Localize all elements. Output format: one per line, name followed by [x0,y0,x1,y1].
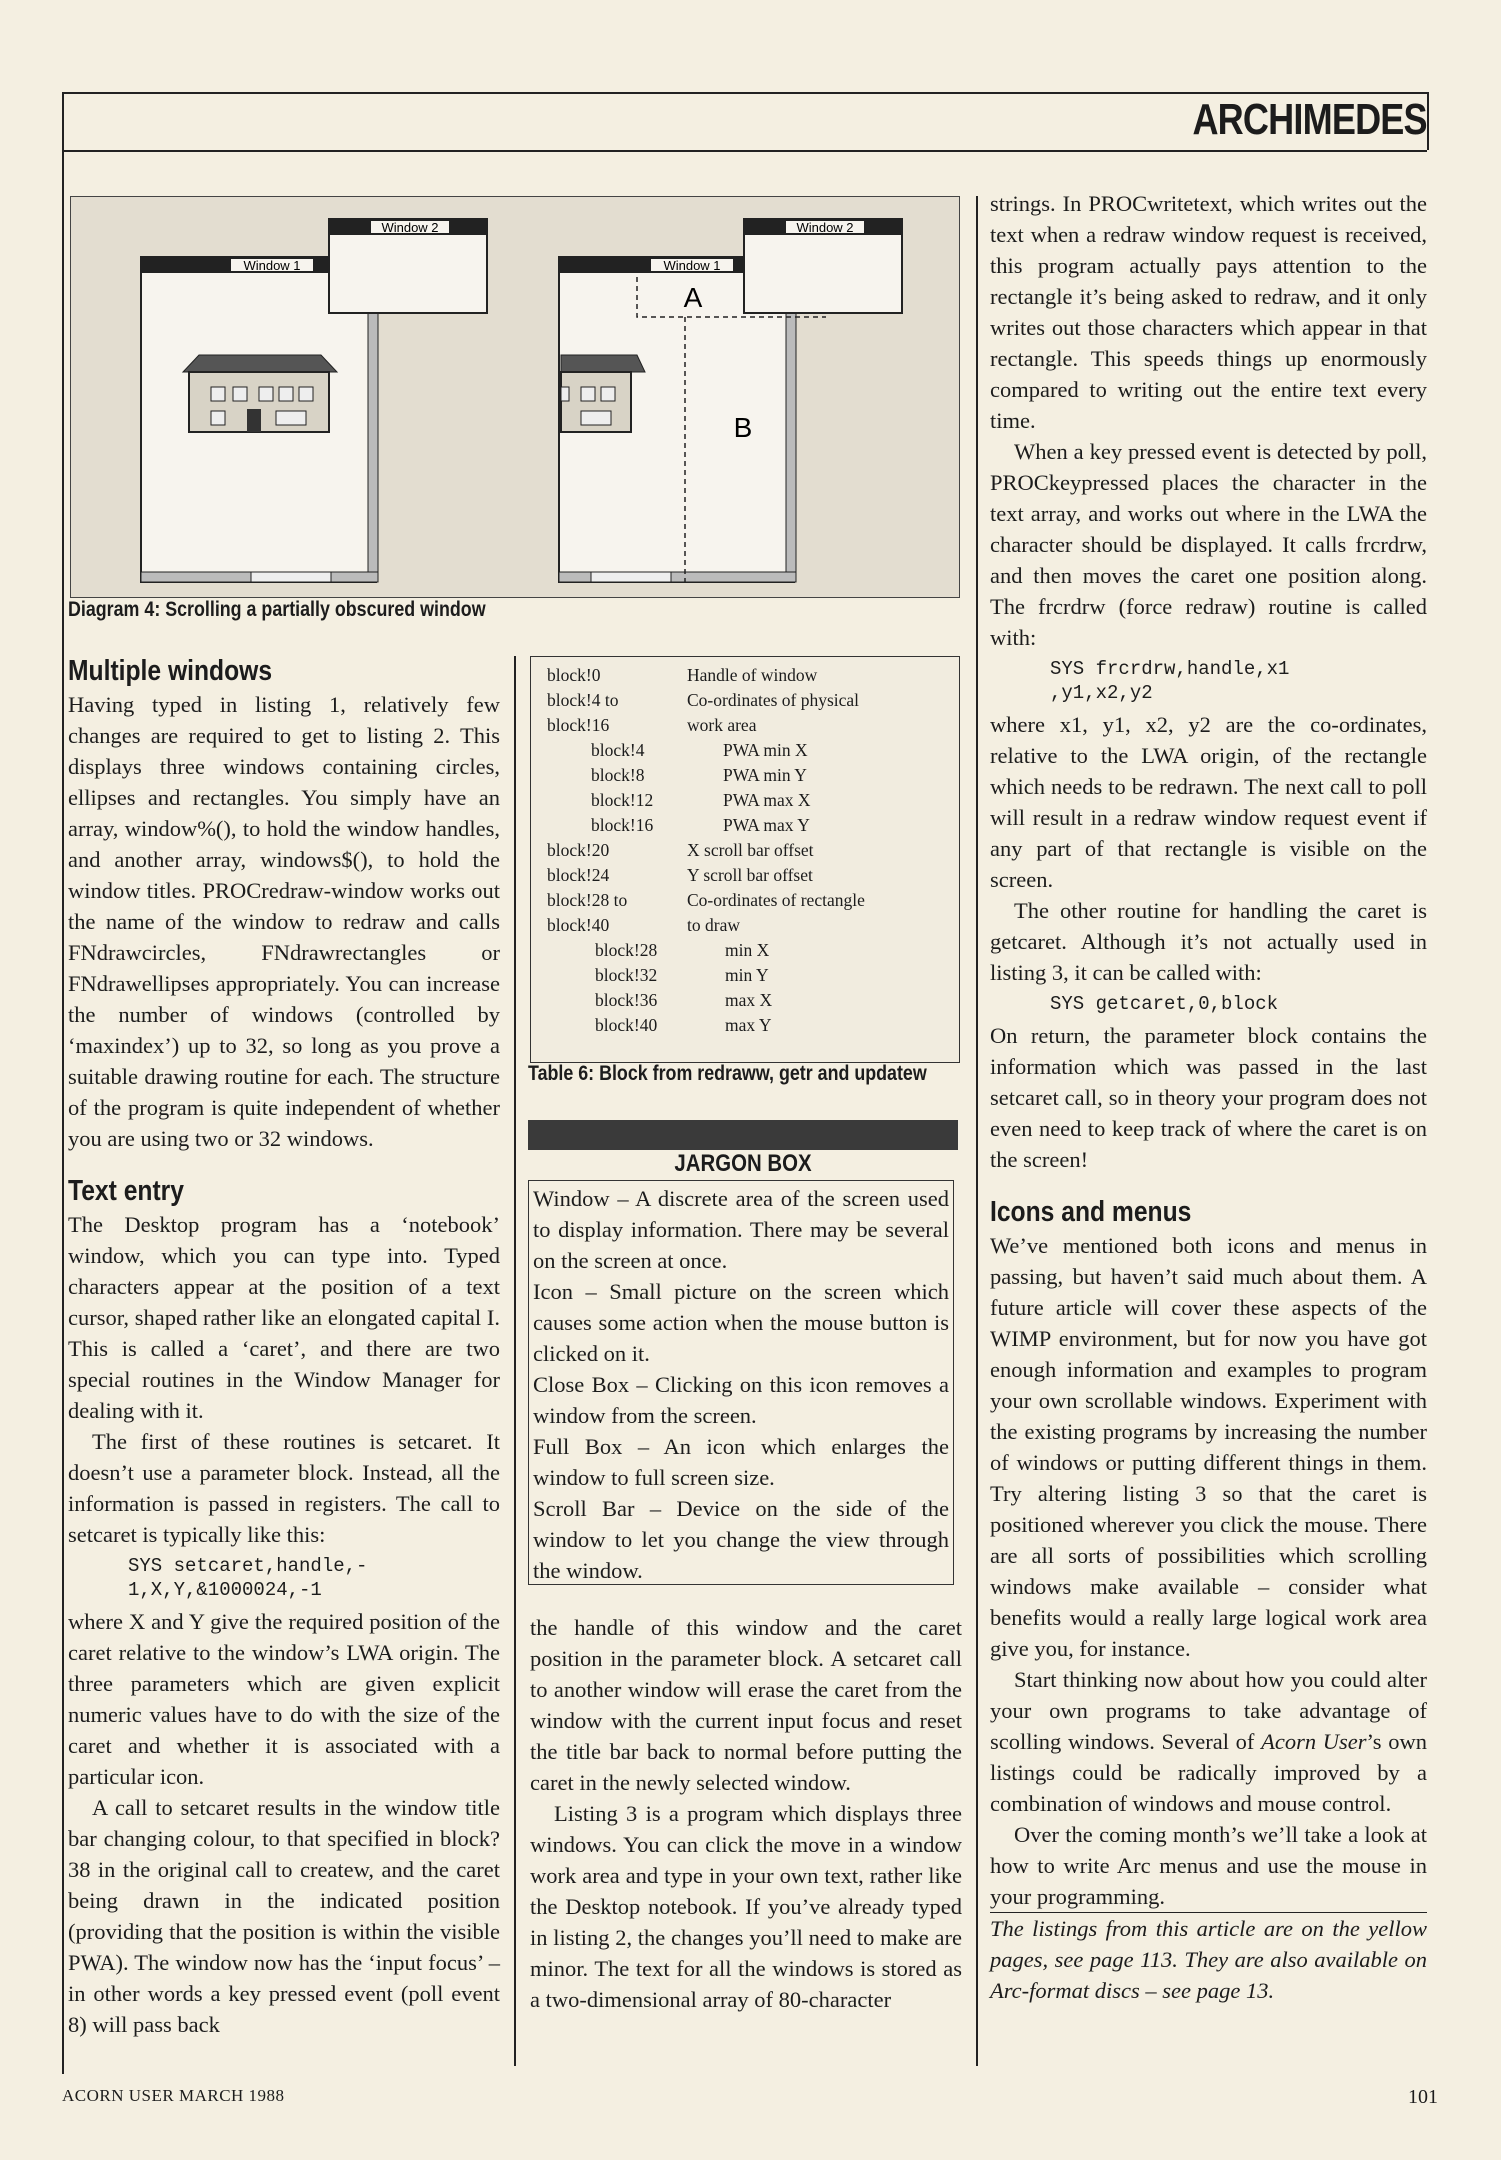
table-row: block!28 [595,940,658,960]
diagram-caption: Diagram 4: Scrolling a partially obscured window [68,598,486,621]
column-1 [68,648,500,2040]
table-row: min X [725,940,770,960]
table-row: block!4 [591,740,645,760]
jargon-entry: Close Box – Clicking on this icon removes a window from the screen. [533,1372,949,1428]
house-roof-right [561,355,645,372]
code-getcaret: SYS getcaret,0,block [1050,993,1279,1015]
scrolling-diagram [71,197,959,597]
para-text2: The first of these routines is setcaret. It doesn’t use a parameter block. Instead, all the information is passed in registers. The call to setcaret is typically like this: [68,1429,500,1547]
table-row: PWA min X [723,740,808,760]
masthead: ARCHIMEDES [1192,95,1427,144]
table-6 [530,656,960,1063]
table-row: block!16 [547,715,610,735]
left-window2-title: Window 2 [381,220,439,235]
code-frcrdrw: SYS frcrdrw,handle,x1 ,y1,x2,y2 [1050,658,1290,704]
table-row: block!24 [547,865,610,885]
table-row: to draw [687,915,740,935]
para-col3-1: strings. In PROCwritetext, which writes out the text when a redraw window request is received, this program actually pays attention to the rectangle it’s being asked to redraw, and it only writes out those characters which appear in that rectangle. This speeds things up enormously compared to writing out the entire text every time. [990,191,1427,433]
right-window2-title: Window 2 [796,220,854,235]
column-rule-1 [514,656,516,2066]
para-col3-9: The listings from this article are on the yellow pages, see page 113. They are also available on Arc-format discs – see page 13. [990,1912,1427,2006]
table-row: Co-ordinates of physical [687,690,860,710]
table-row: block!12 [591,790,654,810]
para-text3: where X and Y give the required position of the caret relative to the window’s LWA origin. The three parameters which are given explicit numeric values have to do with the size of the caret and whether it is associated with a particular icon. [68,1609,500,1789]
table-row: block!40 [595,1015,658,1035]
para-col3-5: On return, the parameter block contains the information which was passed in the last setcaret call, so in theory your program does not even need to keep track of where the caret is on the screen! [990,1023,1427,1172]
para-text4: A call to setcaret results in the window title bar changing colour, to that specified in block?38 in the original call to createw, and the caret being drawn in the indicated position (providing that the position is within the visible PWA). The window now has the ‘input focus’ – in other words a key pressed event (poll event 8) will pass back [68,1795,500,2037]
jargon-entry: Scroll Bar – Device on the side of the window to let you change the view through the window. [533,1496,950,1583]
heading-multiple-windows: Multiple windows [68,655,273,687]
para-col3-6: We’ve mentioned both icons and menus in passing, but haven’t said much about them. A future article will cover these aspects of the WIMP environment, but for now you have got enough information and examples to program your own scrollable windows. Experiment with the existing programs by increasing the number of windows or putting different things in them. Try altering listing 3 so that the caret is positioned wherever you click the mouse. There are all sorts of possibilities which scrolling windows make available – consider what benefits would a really large logical work area give you, for instance. [990,1233,1427,1661]
para-col2-1: the handle of this window and the caret position in the parameter block. A setcaret call to another window will erase the caret from the window with the current input focus and reset the title bar back to normal before putting the caret in the newly selected window. [530,1615,962,1795]
para-col3-8: Over the coming month’s we’ll take a look at how to write Arc menus and use the mouse in your programming. [990,1822,1427,1909]
jargon-title: JARGON BOX [674,1150,812,1177]
para-col3-4: The other routine for handling the caret is getcaret. Although it’s not actually used in listing 3, it can be called with: [990,898,1427,985]
para-col2-2: Listing 3 is a program which displays three windows. You can click the move in a window work area and type in your own text, rather like the Desktop notebook. If you’ve already typed in listing 2, the changes you’ll need to make are minor. The text for all the windows is stored as a two-dimensional array of 80-character [530,1801,962,2012]
heading-icons-menus: Icons and menus [990,1196,1192,1228]
table-row: block!36 [595,990,658,1010]
jargon-bar [528,1120,958,1150]
left-hscroll-thumb [251,572,331,582]
masthead-rule [1427,92,1429,150]
para-col3-3: where x1, y1, x2, y2 are the co-ordinates, relative to the LWA origin, of the rectangle which needs to be redrawn. The next call to poll will result in a redraw window request event if any part of that rectangle is visible on the screen. [990,712,1427,892]
header-rule [62,150,1427,152]
house-roof-left [183,355,337,372]
region-a-label: A [683,282,703,313]
table-row: block!16 [591,815,654,835]
table-row: max X [725,990,773,1010]
footer-issue: ACORN USER MARCH 1988 [62,2086,285,2105]
jargon-entry: Full Box – An icon which enlarges the window to full screen size. [533,1434,949,1490]
page-number: 101 [1408,2086,1438,2108]
table-row: block!8 [591,765,645,785]
jargon-entry: Window – A discrete area of the screen used to display information. There may be several on the screen at once. [533,1186,949,1273]
table-row: Y scroll bar offset [687,865,813,885]
table-row: block!28 to [547,890,628,910]
column-3 [990,188,1427,2006]
para-col3-7: Start thinking now about how you could alter your own programs to take advantage of scolling windows. Several of Acorn User’s own listings could be radically improved by a combination of windows and mouse control. [990,1667,1427,1816]
jargon-box [528,1180,954,1585]
table-row: work area [687,715,757,735]
column-rule-2 [976,196,978,2066]
table-row: PWA max Y [723,815,810,835]
diagram-4 [70,196,960,598]
table-caption: Table 6: Block from redraww, getr and updatew [528,1062,927,1085]
table-row: min Y [725,965,769,985]
heading-text-entry: Text entry [68,1175,184,1207]
right-window1-title: Window 1 [663,258,721,273]
para-col3-2: When a key pressed event is detected by poll, PROCkeypressed places the character in the text array, and works out where in the LWA the character should be displayed. It calls frcrdrw, and then moves the caret one position along. The frcrdrw (force redraw) routine is called with: [990,439,1427,650]
table-row: X scroll bar offset [687,840,814,860]
right-window1-vscroll [786,273,796,582]
table-row: PWA min Y [723,765,807,785]
code-setcaret: SYS setcaret,handle,- 1,X,Y,&1000024,-1 [128,1555,368,1601]
table-row: Co-ordinates of rectangle [687,890,865,910]
table-row: max Y [725,1015,772,1035]
column-2 [530,1612,962,2015]
region-b-label: B [733,412,753,443]
table-row: PWA max X [723,790,811,810]
jargon-entry: Icon – Small picture on the screen which causes some action when the mouse button is clicked on it. [533,1279,949,1366]
table-row: block!20 [547,840,610,860]
table-row: block!4 to [547,690,619,710]
table-row: block!0 [547,665,601,685]
left-window1-vscroll [368,273,378,582]
para-multiple: Having typed in listing 1, relatively few changes are required to get to listing 2. This displays three windows containing circles, ellipses and rectangles. You simply have an array, window%(), to hold the window handles, and another array, windows$(), to hold the window titles. PROCredraw-window works out the name of the window to redraw and calls FNdrawcircles, FNdrawrectangles or FNdrawellipses appropriately. You can increase the number of windows (controlled by ‘maxindex’) up to 32, so long as you prove a suitable drawing routine for each. The structure of the program is quite independent of whether you are using two or 32 windows. [68,692,500,1151]
para-text1: The Desktop program has a ‘notebook’ window, which you can type into. Typed characters appear at the position of a text cursor, shaped rather like an elongated capital I. This is called a ‘caret’, and there are two special routines in the Window Manager for dealing with it. [68,1212,500,1423]
table-row: block!32 [595,965,658,985]
left-window1-title: Window 1 [243,258,301,273]
table-row: block!40 [547,915,610,935]
table-row: Handle of window [687,665,818,685]
